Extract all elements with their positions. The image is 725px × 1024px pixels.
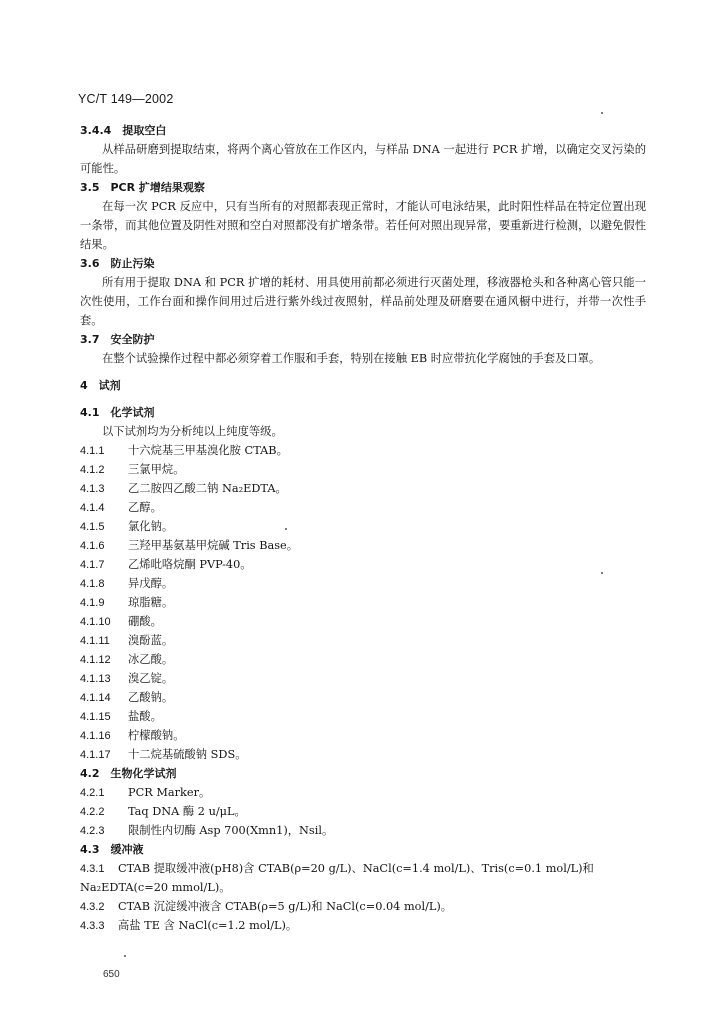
list-item: [80, 574, 646, 593]
page-number: 650: [103, 969, 120, 980]
scan-speck: [601, 572, 603, 574]
item-text: 硼酸。: [128, 615, 162, 628]
list-item: [80, 726, 646, 745]
standard-id-header: YC/T 149—2002: [78, 92, 174, 106]
list-item: [80, 916, 646, 935]
list-item: [80, 707, 646, 726]
item-number: 4.1.2: [80, 464, 105, 476]
list-item: [80, 460, 646, 479]
item-number: 4.3.2: [80, 901, 105, 913]
item-text: PCR Marker。: [128, 786, 211, 799]
section-text-3-6: 所有用于提取 DNA 和 PCR 扩增的耗材、用具使用前都必须进行灭菌处理，移液器枪头和各种离心管只能一次性使用，工作台面和操作间用过后进行紫外线过夜照射，样品前处理及研磨要在通风橱中进行，并带一次性手套。: [80, 276, 646, 327]
chapter-heading-4: 4 试剂: [80, 379, 121, 392]
list-item: [80, 498, 646, 517]
item-text: Taq DNA 酶 2 u/μL。: [128, 805, 246, 818]
item-text: CTAB 沉淀缓冲液含 CTAB(ρ=5 g/L)和 NaCl(c=0.04 mol/L)。: [118, 900, 453, 913]
item-number: 4.1.3: [80, 483, 105, 495]
scan-speck: [601, 112, 603, 114]
item-text: 十二烷基硫酸钠 SDS。: [128, 748, 247, 761]
item-text: 氯化钠。: [128, 520, 174, 533]
item-number: 4.1.1: [80, 445, 105, 457]
spacer: [80, 368, 646, 376]
section-text-3-5: 在每一次 PCR 反应中，只有当所有的对照都表现正常时，才能认可电泳结果，此时阳性样品在特定位置出现一条带，而其他位置及阴性对照和空白对照都没有扩增条带。若任何对照出现异常，要重新进行检测，以避免假性结果。: [80, 200, 646, 251]
list-item: [80, 612, 646, 631]
item-text: 冰乙酸。: [128, 653, 174, 666]
document-body: [80, 121, 646, 935]
scan-speck: [124, 955, 126, 957]
item-number: 4.3.3: [80, 920, 105, 932]
item-text: 高盐 TE 含 NaCl(c=1.2 mol/L)。: [118, 919, 298, 932]
item-text: 十六烷基三甲基溴化胺 CTAB。: [128, 444, 288, 457]
item-text: 盐酸。: [128, 710, 162, 723]
item-number: 4.1.17: [80, 749, 111, 761]
item-number: 4.1.11: [80, 635, 110, 647]
item-number: 4.1.8: [80, 578, 105, 590]
list-item: [80, 536, 646, 555]
item-text: 琼脂糖。: [128, 596, 174, 609]
item-text: 溴酚蓝。: [128, 634, 174, 647]
list-item: [80, 593, 646, 612]
section-intro-4-1: 以下试剂均为分析纯以上纯度等级。: [102, 425, 283, 438]
scan-speck: [285, 528, 287, 530]
item-text: 异戊醇。: [128, 577, 174, 590]
section-heading-4-2: 4.2 生物化学试剂: [80, 767, 177, 780]
list-item: [80, 745, 646, 764]
list-item: [80, 897, 646, 916]
list-item: [80, 821, 646, 840]
section-text-3-7: 在整个试验操作过程中都必须穿着工作服和手套，特别在接触 EB 时应带抗化学腐蚀的手套及口罩。: [102, 352, 601, 365]
item-text: 乙烯吡咯烷酮 PVP-40。: [128, 558, 252, 571]
section-heading-3-5: 3.5 PCR 扩增结果观察: [80, 181, 205, 194]
item-number: 4.2.1: [80, 787, 105, 799]
item-text-continuation: Na₂EDTA(c=20 mmol/L)。: [80, 881, 231, 894]
item-number: 4.1.13: [80, 673, 111, 685]
item-text: 三氯甲烷。: [128, 463, 185, 476]
item-number: 4.1.6: [80, 540, 105, 552]
item-text: CTAB 提取缓冲液(pH8)含 CTAB(ρ=20 g/L)、NaCl(c=1.4 mol/L)、Tris(c=0.1 mol/L)和: [118, 862, 594, 875]
list-item: [80, 783, 646, 802]
item-number: 4.2.2: [80, 806, 105, 818]
item-text: 乙酸钠。: [128, 691, 174, 704]
list-item: [80, 802, 646, 821]
list-item: [80, 441, 646, 460]
section-text-3-4-4: 从样品研磨到提取结束，将两个离心管放在工作区内，与样品 DNA 一起进行 PCR 扩增，以确定交叉污染的可能性。: [80, 143, 646, 175]
item-number: 4.1.9: [80, 597, 105, 609]
list-item: [80, 688, 646, 707]
item-number: 4.2.3: [80, 825, 105, 837]
item-text: 溴乙锭。: [128, 672, 174, 685]
item-text: 乙醇。: [128, 501, 162, 514]
item-text: 柠檬酸钠。: [128, 729, 185, 742]
item-text: 三羟甲基氨基甲烷碱 Tris Base。: [128, 539, 299, 552]
section-heading-3-7: 3.7 安全防护: [80, 333, 155, 346]
item-text: 乙二胺四乙酸二钠 Na₂EDTA。: [128, 482, 287, 495]
item-number: 4.1.16: [80, 730, 111, 742]
item-number: 4.3.1: [80, 863, 105, 875]
list-item: [80, 859, 646, 878]
item-number: 4.1.7: [80, 559, 105, 571]
item-number: 4.1.12: [80, 654, 111, 666]
section-heading-4-3: 4.3 缓冲液: [80, 843, 144, 856]
item-number: 4.1.14: [80, 692, 111, 704]
section-heading-3-4-4: 3.4.4 提取空白: [80, 124, 167, 137]
list-item: [80, 517, 646, 536]
item-text: 限制性内切酶 Asp 700(Xmn1)，Nsil。: [128, 824, 334, 837]
item-number: 4.1.10: [80, 616, 111, 628]
list-item: [80, 631, 646, 650]
section-heading-3-6: 3.6 防止污染: [80, 257, 155, 270]
chemical-reagent-list: [80, 441, 646, 764]
biochemical-reagent-list: [80, 783, 646, 840]
section-heading-4-1: 4.1 化学试剂: [80, 406, 155, 419]
list-item: [80, 555, 646, 574]
item-number: 4.1.5: [80, 521, 105, 533]
item-number: 4.1.4: [80, 502, 105, 514]
item-number: 4.1.15: [80, 711, 111, 723]
spacer: [80, 395, 646, 403]
list-item: [80, 669, 646, 688]
list-item: [80, 650, 646, 669]
list-item: [80, 479, 646, 498]
